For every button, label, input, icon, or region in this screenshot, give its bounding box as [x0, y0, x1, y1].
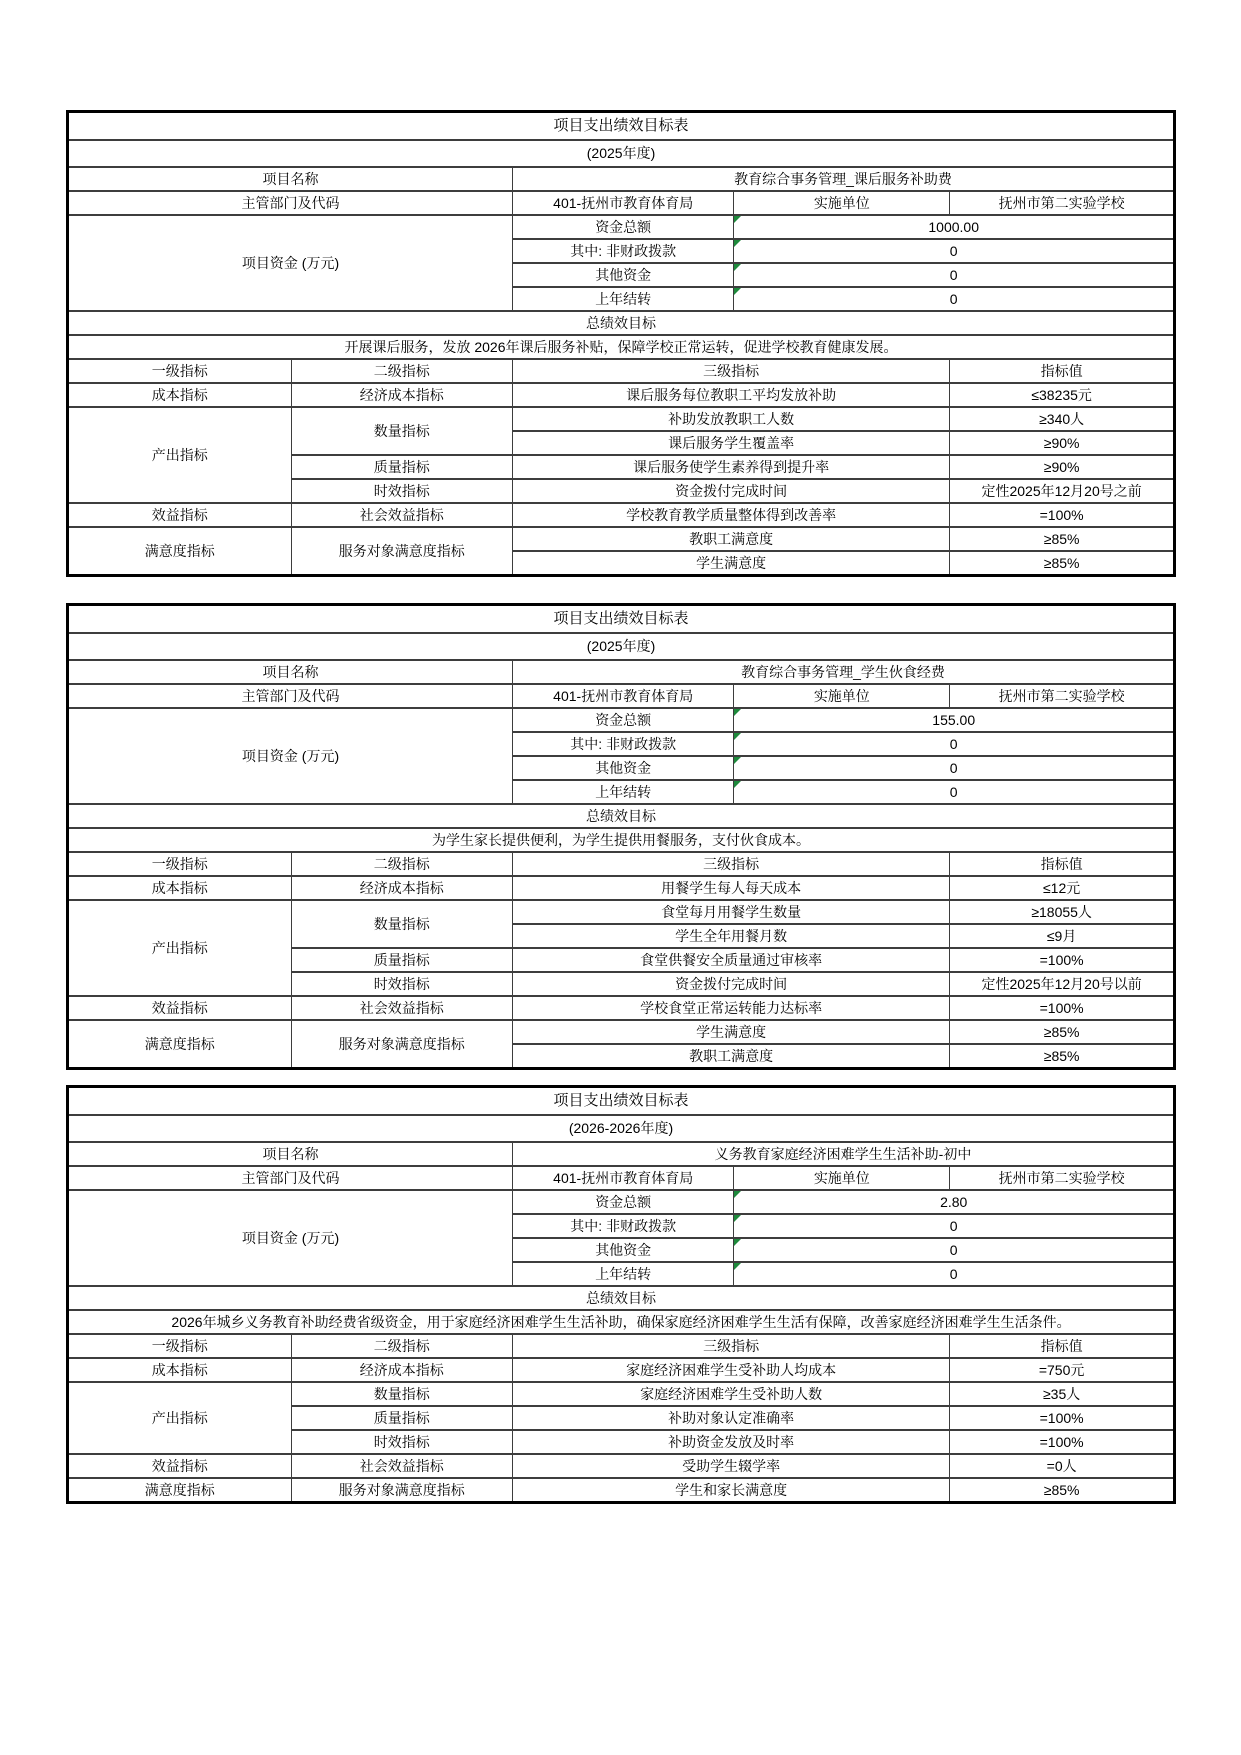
indicator-l3: 用餐学生每人每天成本	[513, 876, 950, 900]
indicator-l3: 课后服务学生覆盖率	[513, 431, 950, 455]
indicator-l1: 成本指标	[68, 383, 292, 407]
funds-row-value: 0	[734, 1262, 1175, 1286]
indicator-value: ≥85%	[950, 1044, 1175, 1069]
project-name-value: 教育综合事务管理_课后服务补助费	[513, 167, 1175, 191]
table-row	[68, 527, 1175, 551]
indicator-l1: 效益指标	[68, 996, 292, 1020]
indicator-l2: 社会效益指标	[291, 1454, 512, 1478]
indicator-l2: 社会效益指标	[291, 503, 512, 527]
indicator-l1: 效益指标	[68, 1454, 292, 1478]
department-value: 401-抚州市教育体育局	[513, 684, 734, 708]
indicator-value: ≥85%	[950, 1020, 1175, 1044]
indicator-header-l1: 一级指标	[68, 359, 292, 383]
indicator-header-l1: 一级指标	[68, 1334, 292, 1358]
overall-goal-text: 2026年城乡义务教育补助经费省级资金，用于家庭经济困难学生生活补助，确保家庭经济困难学生生活有保障，改善家庭经济困难学生生活条件。	[68, 1310, 1175, 1334]
table-row	[68, 407, 1175, 431]
department-value: 401-抚州市教育体育局	[513, 191, 734, 215]
indicator-l2: 时效指标	[291, 972, 512, 996]
indicator-value: =100%	[950, 1406, 1175, 1430]
funds-row-label: 其中: 非财政拨款	[513, 239, 734, 263]
project-funds-label: 项目资金 (万元)	[68, 1190, 513, 1286]
indicator-l1: 满意度指标	[68, 1478, 292, 1503]
funds-row-label: 资金总额	[513, 215, 734, 239]
table-period: (2026-2026年度)	[68, 1115, 1175, 1142]
funds-row-label: 上年结转	[513, 1262, 734, 1286]
indicator-value: =100%	[950, 1430, 1175, 1454]
indicator-l3: 资金拨付完成时间	[513, 972, 950, 996]
indicator-value: ≥85%	[950, 551, 1175, 576]
implement-unit-value: 抚州市第二实验学校	[950, 1166, 1175, 1190]
indicator-l2: 服务对象满意度指标	[291, 1478, 512, 1503]
project-funds-label: 项目资金 (万元)	[68, 708, 513, 804]
funds-row-value: 2.80	[734, 1190, 1175, 1214]
indicator-l3: 学生和家长满意度	[513, 1478, 950, 1503]
indicator-l1: 产出指标	[68, 900, 292, 996]
table-row	[68, 1382, 1175, 1406]
indicator-header-l2: 二级指标	[291, 359, 512, 383]
indicator-l1: 效益指标	[68, 503, 292, 527]
indicator-l2: 数量指标	[291, 1382, 512, 1406]
indicator-l1: 满意度指标	[68, 1020, 292, 1069]
indicator-header-l2: 二级指标	[291, 1334, 512, 1358]
indicator-header-value: 指标值	[950, 1334, 1175, 1358]
indicator-value: =750元	[950, 1358, 1175, 1382]
funds-row-value: 0	[734, 780, 1175, 804]
indicator-l3: 补助资金发放及时率	[513, 1430, 950, 1454]
funds-row-label: 上年结转	[513, 287, 734, 311]
implement-unit-label: 实施单位	[734, 1166, 950, 1190]
indicator-value: 定性2025年12月20号之前	[950, 479, 1175, 503]
table-row	[68, 900, 1175, 924]
indicator-value: ≤38235元	[950, 383, 1175, 407]
funds-row-label: 资金总额	[513, 1190, 734, 1214]
indicator-l3: 学校食堂正常运转能力达标率	[513, 996, 950, 1020]
indicator-l2: 服务对象满意度指标	[291, 527, 512, 576]
overall-goal-text: 为学生家长提供便利，为学生提供用餐服务，支付伙食成本。	[68, 828, 1175, 852]
indicator-l3: 家庭经济困难学生受补助人均成本	[513, 1358, 950, 1382]
funds-row-value: 1000.00	[734, 215, 1175, 239]
table-row	[68, 1478, 1175, 1503]
indicator-value: ≥90%	[950, 431, 1175, 455]
indicator-value: ≥35人	[950, 1382, 1175, 1406]
indicator-l2: 服务对象满意度指标	[291, 1020, 512, 1069]
table-title: 项目支出绩效目标表	[68, 605, 1175, 634]
indicator-l3: 教职工满意度	[513, 1044, 950, 1069]
indicator-value: 定性2025年12月20号以前	[950, 972, 1175, 996]
indicator-l2: 质量指标	[291, 1406, 512, 1430]
table-row	[68, 383, 1175, 407]
indicator-header-l1: 一级指标	[68, 852, 292, 876]
indicator-l3: 学生全年用餐月数	[513, 924, 950, 948]
indicator-l2: 经济成本指标	[291, 1358, 512, 1382]
indicator-l3: 食堂每月用餐学生数量	[513, 900, 950, 924]
indicator-value: ≥85%	[950, 527, 1175, 551]
table-period: (2025年度)	[68, 633, 1175, 660]
indicator-l1: 产出指标	[68, 1382, 292, 1454]
indicator-l2: 经济成本指标	[291, 383, 512, 407]
funds-row-label: 其他资金	[513, 756, 734, 780]
indicator-l3: 补助对象认定准确率	[513, 1406, 950, 1430]
implement-unit-label: 实施单位	[734, 191, 950, 215]
table-row	[68, 1454, 1175, 1478]
department-value: 401-抚州市教育体育局	[513, 1166, 734, 1190]
indicator-l2: 数量指标	[291, 900, 512, 948]
indicator-l2: 时效指标	[291, 1430, 512, 1454]
indicator-value: =0人	[950, 1454, 1175, 1478]
indicator-value: =100%	[950, 948, 1175, 972]
indicator-header-l3: 三级指标	[513, 852, 950, 876]
performance-table-2	[66, 603, 1176, 1070]
table-row	[68, 876, 1175, 900]
table-title: 项目支出绩效目标表	[68, 112, 1175, 141]
project-funds-label: 项目资金 (万元)	[68, 215, 513, 311]
funds-row-label: 上年结转	[513, 780, 734, 804]
indicator-l3: 教职工满意度	[513, 527, 950, 551]
table-row	[68, 1358, 1175, 1382]
performance-table-1	[66, 110, 1176, 577]
indicator-l2: 数量指标	[291, 407, 512, 455]
indicator-value: ≤9月	[950, 924, 1175, 948]
overall-goal-text: 开展课后服务，发放 2026年课后服务补贴，保障学校正常运转，促进学校教育健康发展。	[68, 335, 1175, 359]
indicator-l1: 成本指标	[68, 1358, 292, 1382]
performance-table-3	[66, 1085, 1176, 1504]
funds-row-value: 0	[734, 263, 1175, 287]
indicator-value: ≥18055人	[950, 900, 1175, 924]
funds-row-value: 0	[734, 756, 1175, 780]
indicator-l3: 课后服务使学生素养得到提升率	[513, 455, 950, 479]
table-row	[68, 503, 1175, 527]
department-label: 主管部门及代码	[68, 684, 513, 708]
funds-row-label: 其中: 非财政拨款	[513, 1214, 734, 1238]
project-name-value: 义务教育家庭经济困难学生生活补助-初中	[513, 1142, 1175, 1166]
indicator-l2: 质量指标	[291, 948, 512, 972]
indicator-value: =100%	[950, 996, 1175, 1020]
indicator-l2: 质量指标	[291, 455, 512, 479]
table-title: 项目支出绩效目标表	[68, 1087, 1175, 1116]
funds-row-value: 155.00	[734, 708, 1175, 732]
funds-row-label: 其他资金	[513, 263, 734, 287]
funds-row-value: 0	[734, 287, 1175, 311]
department-label: 主管部门及代码	[68, 191, 513, 215]
indicator-header-value: 指标值	[950, 852, 1175, 876]
indicator-l3: 家庭经济困难学生受补助人数	[513, 1382, 950, 1406]
indicator-value: ≥340人	[950, 407, 1175, 431]
implement-unit-value: 抚州市第二实验学校	[950, 191, 1175, 215]
indicator-value: ≥85%	[950, 1478, 1175, 1503]
department-label: 主管部门及代码	[68, 1166, 513, 1190]
indicator-l1: 成本指标	[68, 876, 292, 900]
indicator-value: ≥90%	[950, 455, 1175, 479]
table-row	[68, 996, 1175, 1020]
indicator-header-l3: 三级指标	[513, 1334, 950, 1358]
indicator-l3: 资金拨付完成时间	[513, 479, 950, 503]
indicator-header-l3: 三级指标	[513, 359, 950, 383]
funds-row-value: 0	[734, 732, 1175, 756]
funds-row-label: 其他资金	[513, 1238, 734, 1262]
indicator-l2: 经济成本指标	[291, 876, 512, 900]
project-name-label: 项目名称	[68, 660, 513, 684]
project-name-value: 教育综合事务管理_学生伙食经费	[513, 660, 1175, 684]
table-row	[68, 1020, 1175, 1044]
funds-row-value: 0	[734, 1238, 1175, 1262]
indicator-header-value: 指标值	[950, 359, 1175, 383]
indicator-l2: 社会效益指标	[291, 996, 512, 1020]
implement-unit-value: 抚州市第二实验学校	[950, 684, 1175, 708]
indicator-l3: 食堂供餐安全质量通过审核率	[513, 948, 950, 972]
table-period: (2025年度)	[68, 140, 1175, 167]
project-name-label: 项目名称	[68, 167, 513, 191]
implement-unit-label: 实施单位	[734, 684, 950, 708]
indicator-l3: 学校教育教学质量整体得到改善率	[513, 503, 950, 527]
funds-row-value: 0	[734, 1214, 1175, 1238]
indicator-l3: 受助学生辍学率	[513, 1454, 950, 1478]
project-name-label: 项目名称	[68, 1142, 513, 1166]
overall-goal-label: 总绩效目标	[68, 804, 1175, 828]
indicator-l3: 学生满意度	[513, 1020, 950, 1044]
overall-goal-label: 总绩效目标	[68, 311, 1175, 335]
overall-goal-label: 总绩效目标	[68, 1286, 1175, 1310]
indicator-l3: 课后服务每位教职工平均发放补助	[513, 383, 950, 407]
indicator-l3: 补助发放教职工人数	[513, 407, 950, 431]
indicator-l1: 产出指标	[68, 407, 292, 503]
indicator-l1: 满意度指标	[68, 527, 292, 576]
indicator-l2: 时效指标	[291, 479, 512, 503]
indicator-l3: 学生满意度	[513, 551, 950, 576]
funds-row-label: 资金总额	[513, 708, 734, 732]
indicator-header-l2: 二级指标	[291, 852, 512, 876]
funds-row-label: 其中: 非财政拨款	[513, 732, 734, 756]
indicator-value: ≤12元	[950, 876, 1175, 900]
indicator-value: =100%	[950, 503, 1175, 527]
funds-row-value: 0	[734, 239, 1175, 263]
